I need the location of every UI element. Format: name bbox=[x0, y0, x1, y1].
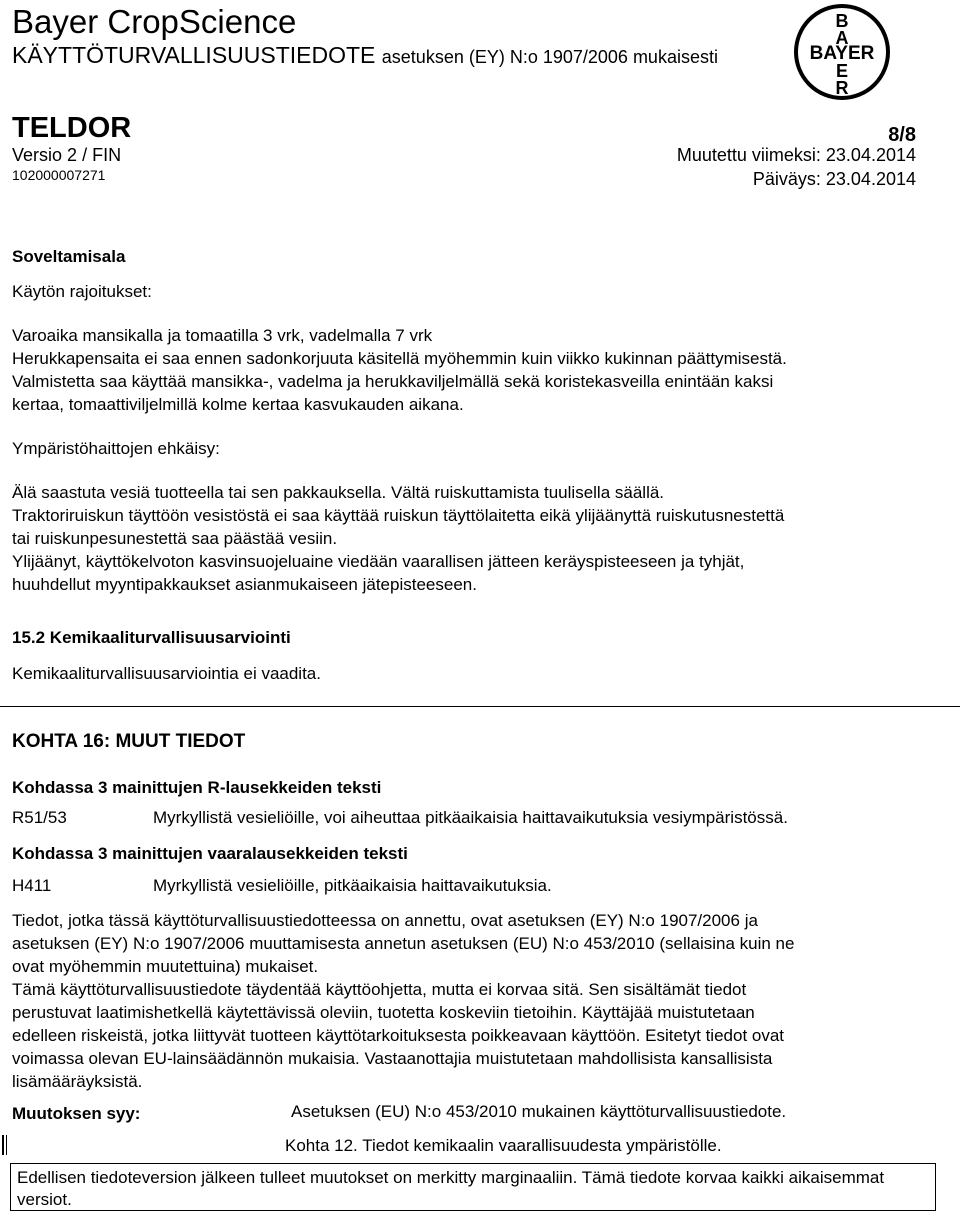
info-line: edelleen riskeistä, jotka liittyvät tuotteen käyttötarkoituksesta poikkeavaan käyttöön. Esitetyt tiedot ovat bbox=[12, 1026, 785, 1045]
issue-date: Päiväys: 23.04.2014 bbox=[752, 169, 916, 189]
document-title-sub: asetuksen (EY) N:o 1907/2006 mukaisesti bbox=[381, 47, 718, 67]
footer-note: Edellisen tiedoteversion jälkeen tulleet muutokset on merkitty marginaaliin. Tämä tiedote korvaa kaikki aikaisemmat versiot. bbox=[17, 1168, 885, 1209]
version-label: Versio bbox=[12, 145, 63, 165]
footer-note-box bbox=[10, 1163, 936, 1211]
modified-date: Muutettu viimeksi: 23.04.2014 bbox=[676, 145, 916, 165]
env-line: Traktoriruiskun täyttöön vesistöstä ei saa käyttää ruiskun täyttölaitetta eikä ylijäänyttä ruiskutusnestettä bbox=[12, 506, 785, 525]
section-divider bbox=[0, 706, 960, 707]
product-name: TELDOR bbox=[12, 112, 132, 144]
h-statement-text: Myrkyllistä vesieliöille, pitkäaikaisia haittavaikutuksia. bbox=[153, 876, 552, 895]
document-code: 102000007271 bbox=[12, 167, 106, 183]
company-name: Bayer CropScience bbox=[12, 3, 297, 40]
r-phrase-code: R51/53 bbox=[12, 808, 67, 827]
scope-heading: Soveltamisala bbox=[12, 247, 126, 266]
version-language: FIN bbox=[92, 145, 122, 165]
logo-letter-a: A bbox=[835, 28, 849, 48]
info-line: perustuvat laatimishetkellä käytettävissä oleviin, tuotetta koskeviin tietoihin. Käyttäjää muistutetaan bbox=[12, 1003, 755, 1022]
info-line: Tiedot, jotka tässä käyttöturvallisuustiedotteessa on annettu, ovat asetuksen (EY) N:o 1907/2006 ja bbox=[12, 911, 758, 930]
section16-heading: KOHTA 16: MUUT TIEDOT bbox=[12, 731, 246, 752]
logo-letter-b: B bbox=[835, 11, 849, 31]
change-reason-label: Muutoksen syy: bbox=[12, 1104, 141, 1123]
change-reason-2: Kohta 12. Tiedot kemikaalin vaarallisuudesta ympäristölle. bbox=[285, 1136, 722, 1155]
restrictions-label: Käytön rajoitukset: bbox=[12, 282, 152, 301]
logo-letter-e: E bbox=[835, 61, 849, 81]
restriction-line: Herukkapensaita ei saa ennen sadonkorjuuta käsitellä myöhemmin kuin viikko kukinnan päättymisestä. bbox=[12, 349, 787, 368]
bayer-logo bbox=[792, 2, 892, 102]
info-line: voimassa olevan EU-lainsäädännön mukaisia. Vastaanottajia muistutetaan mahdollisista kansallisista bbox=[12, 1049, 773, 1068]
env-label: Ympäristöhaittojen ehkäisy: bbox=[12, 439, 220, 458]
version-separator: / bbox=[82, 145, 88, 165]
h-statement-code: H411 bbox=[12, 876, 52, 895]
r-phrase-text: Myrkyllistä vesieliöille, voi aiheuttaa pitkäaikaisia haittavaikutuksia vesiympäristössä. bbox=[153, 808, 788, 827]
version-info bbox=[12, 145, 121, 166]
change-reason-1: Asetuksen (EU) N:o 453/2010 mukainen käyttöturvallisuustiedote. bbox=[291, 1102, 787, 1121]
h-statements-heading: Kohdassa 3 mainittujen vaaralausekkeiden teksti bbox=[12, 844, 408, 863]
version-number: 2 bbox=[67, 145, 78, 165]
logo-letter-r: R bbox=[835, 78, 849, 98]
env-line: huuhdellut myyntipakkaukset asianmukaiseen jätepisteeseen. bbox=[12, 575, 477, 594]
env-line: Ylijäänyt, käyttökelvoton kasvinsuojeluaine viedään vaarallisen jätteen keräyspisteeseen ja tyhjät, bbox=[12, 552, 745, 571]
env-line: tai ruiskunpesunestettä saa päästää vesiin. bbox=[12, 529, 338, 548]
info-line: lisämääräyksistä. bbox=[12, 1072, 143, 1091]
restriction-line: kertaa, tomaattiviljelmillä kolme kertaa kasvukauden aikana. bbox=[12, 395, 464, 414]
restriction-line: Varoaika mansikalla ja tomaatilla 3 vrk, vadelmalla 7 vrk bbox=[12, 326, 433, 345]
logo-word-bayer: BAYER bbox=[809, 43, 875, 64]
info-line: Tämä käyttöturvallisuustiedote täydentää käyttöohjetta, mutta ei korvaa sitä. Sen sisältämät tiedot bbox=[12, 980, 747, 999]
env-line: Älä saastuta vesiä tuotteella tai sen pakkauksella. Vältä ruiskuttamista tuulisella säällä. bbox=[12, 483, 665, 502]
csa-heading: 15.2 Kemikaaliturvallisuusarviointi bbox=[12, 628, 291, 647]
restriction-line: Valmistetta saa käyttää mansikka-, vadelma ja herukkaviljelmällä sekä koristekasveilla enintään kaksi bbox=[12, 372, 774, 391]
info-line: asetuksen (EY) N:o 1907/2006 muuttamisesta annetun asetuksen (EU) N:o 453/2010 (sellaisina kuin ne bbox=[12, 934, 795, 953]
info-line: ovat myöhemmin muutettuina) mukaiset. bbox=[12, 957, 319, 976]
page-number: 8/8 bbox=[888, 124, 916, 146]
csa-text: Kemikaaliturvallisuusarviointia ei vaadita. bbox=[12, 664, 321, 683]
document-title-main: KÄYTTÖTURVALLISUUSTIEDOTE bbox=[12, 42, 376, 68]
r-phrases-heading: Kohdassa 3 mainittujen R-lausekkeiden teksti bbox=[12, 778, 382, 797]
document-title bbox=[12, 40, 718, 72]
change-marker bbox=[2, 1135, 7, 1155]
